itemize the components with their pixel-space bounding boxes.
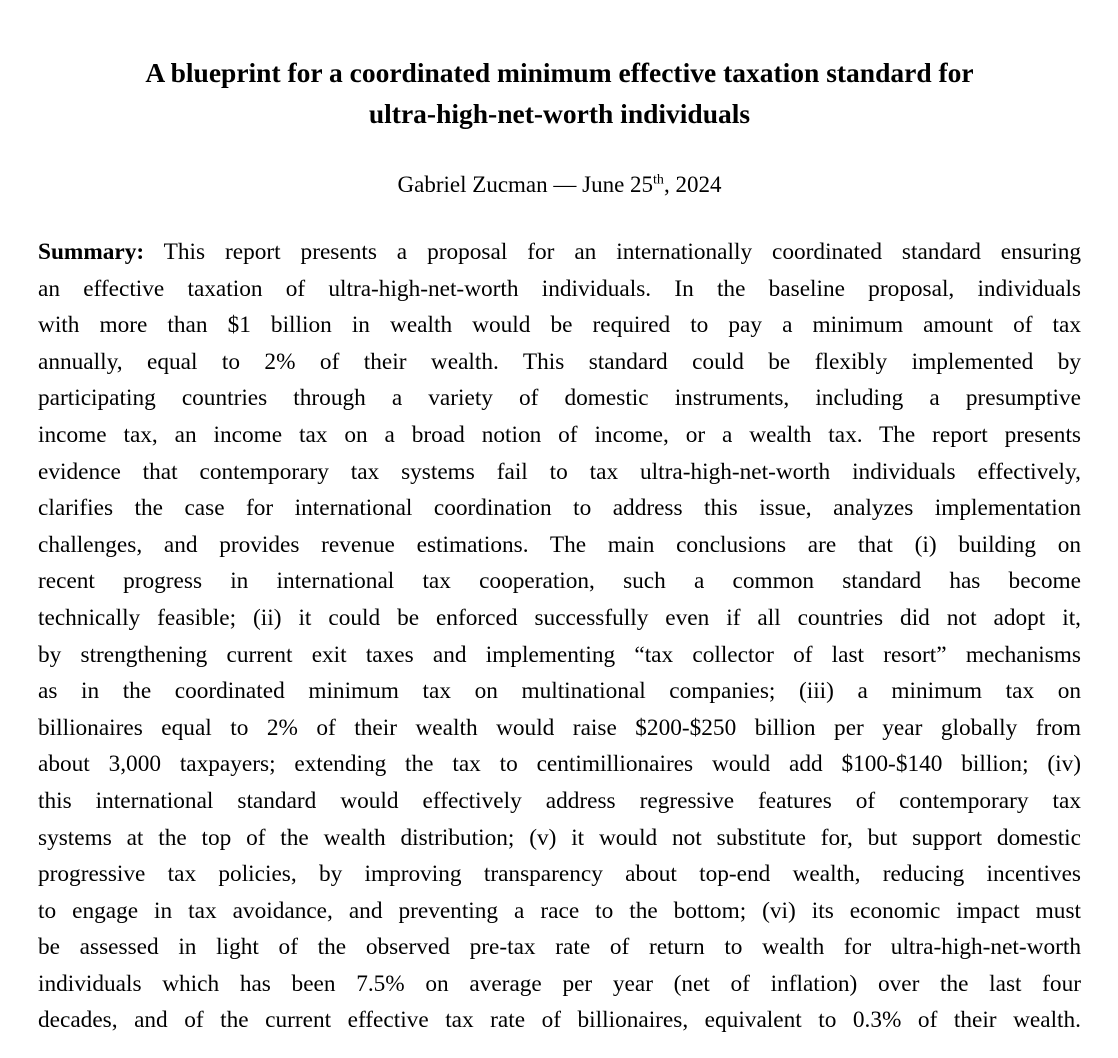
- summary-line: systems at the top of the wealth distribution; (v) it would not substitute for, but support domestic: [38, 824, 1081, 851]
- document-page: [38, 0, 1081, 1039]
- date-suffix: , 2024: [663, 172, 722, 197]
- summary-line: with more than $1 billion in wealth would be required to pay a minimum amount of tax: [38, 312, 1081, 339]
- author-name: Gabriel Zucman: [397, 172, 548, 197]
- title-line-1: A blueprint for a coordinated minimum effective taxation standard for: [145, 57, 974, 88]
- summary-line: about 3,000 taxpayers; extending the tax to centimillionaires would add $100-$140 billion; (iv): [38, 751, 1081, 778]
- summary-paragraph: [38, 234, 1081, 1039]
- summary-line: participating countries through a variety of domestic instruments, including a presumptive: [38, 385, 1081, 412]
- document-title: [38, 52, 1081, 134]
- summary-line: be assessed in light of the observed pre-tax rate of return to wealth for ultra-high-net-worth: [38, 934, 1081, 961]
- byline-separator: —: [553, 172, 577, 197]
- byline: [38, 170, 1081, 200]
- summary-line: annually, equal to 2% of their wealth. This standard could be flexibly implemented by: [38, 348, 1081, 375]
- summary-line: Summary: This report presents a proposal for an internationally coordinated standard ensuring: [38, 239, 1082, 265]
- date-superscript: th: [653, 172, 664, 188]
- summary-line: decades, and of the current effective tax rate of billionaires, equivalent to 0.3% of their wealth.: [38, 1007, 1081, 1034]
- summary-line: income tax, an income tax on a broad notion of income, or a wealth tax. The report presents: [38, 421, 1081, 448]
- summary-line: recent progress in international tax cooperation, such a common standard has become: [38, 568, 1081, 595]
- summary-line: this international standard would effectively address regressive features of contemporary tax: [38, 787, 1081, 814]
- date-prefix: June 25: [582, 172, 654, 197]
- summary-line: individuals which has been 7.5% on average per year (net of inflation) over the last four: [38, 970, 1081, 997]
- summary-label: Summary:: [38, 239, 145, 265]
- summary-line: an effective taxation of ultra-high-net-worth individuals. In the baseline proposal, individuals: [38, 275, 1081, 302]
- title-line-2: ultra-high-net-worth individuals: [368, 98, 751, 129]
- summary-line: to engage in tax avoidance, and preventing a race to the bottom; (vi) its economic impact must: [38, 897, 1081, 924]
- summary-line: billionaires equal to 2% of their wealth would raise $200-$250 billion per year globally from: [38, 714, 1081, 741]
- summary-line: evidence that contemporary tax systems fail to tax ultra-high-net-worth individuals effectively,: [38, 458, 1081, 485]
- summary-line: clarifies the case for international coordination to address this issue, analyzes implementation: [38, 495, 1081, 522]
- summary-line: technically feasible; (ii) it could be enforced successfully even if all countries did not adopt it,: [38, 604, 1081, 631]
- summary-line: progressive tax policies, by improving transparency about top-end wealth, reducing incentives: [38, 861, 1081, 888]
- summary-line: by strengthening current exit taxes and implementing “tax collector of last resort” mechanisms: [38, 641, 1081, 668]
- summary-line: as in the coordinated minimum tax on multinational companies; (iii) a minimum tax on: [38, 678, 1081, 705]
- summary-line: challenges, and provides revenue estimations. The main conclusions are that (i) building on: [38, 531, 1081, 558]
